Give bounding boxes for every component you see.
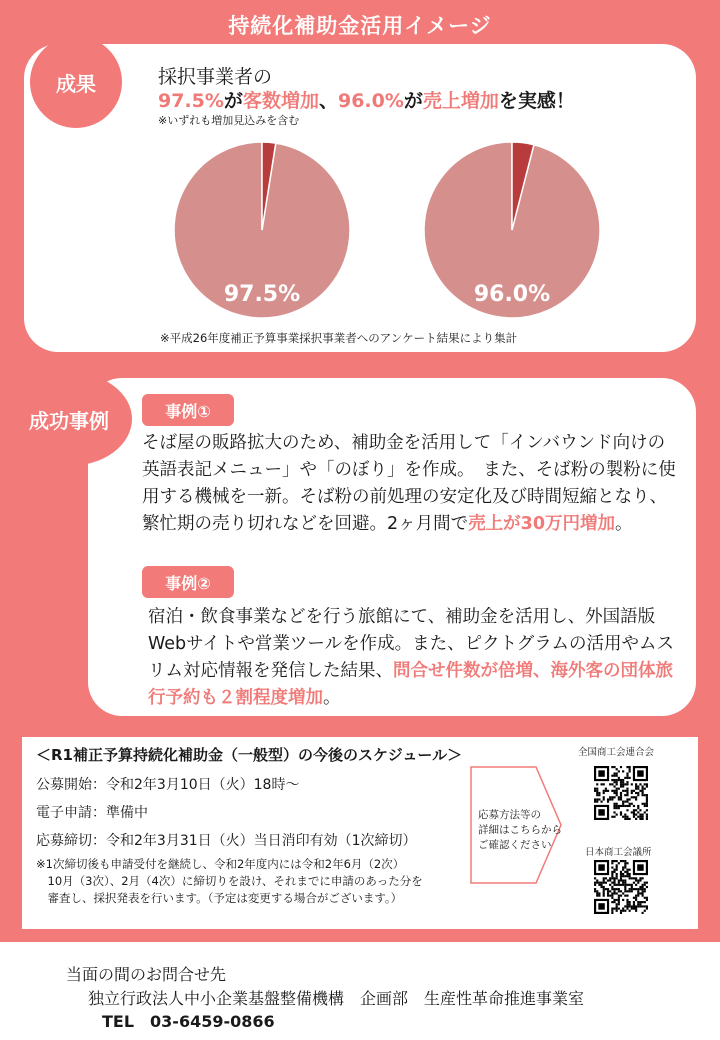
org-label-shokokai: 全国商工会連合会	[578, 747, 655, 758]
case1-text: そば屋の販路拡大のため、補助金を活用して「インバウンド向けの英語表記メニュー」や「のぼり」を作成。 また、そば粉の製粉に使用する機械を一新。そば粉の前処理の安定化及び時間短縮となり、繁忙期の売り切れなどを回避。2ヶ月間で売上が30万円増加。	[142, 433, 676, 534]
schedule-note: ※1次締切後も申請受付を継続し、令和2年度内には令和2年6月（2次） 10月（3次）、2月（4次）に締切りを設け、それまでに申請のあった分を 審査し、採択発表を行います。（予定は変更する場合がございます。）	[36, 857, 423, 905]
contact-phone: TEL 03-6459-0866	[102, 1012, 275, 1031]
page-title: 持続化補助金活用イメージ	[228, 14, 492, 38]
pct-customers: 97.5%	[158, 90, 224, 112]
pie-label-sales: 96.0%	[473, 282, 551, 307]
case2-text: 宿泊・飲食事業などを行う旅館にて、補助金を活用し、外国語版Webサイトや営業ツールを作成。また、ピクトグラムの活用やムスリム対応情報を発信した結果、問合せ件数が倍増、海外客の団体旅行予約も２割程度増加。	[148, 607, 675, 708]
source-note: ※平成26年度補正予算事業採択事業者へのアンケート結果により集計	[160, 331, 518, 345]
contact-organization: 独立行政法人中小企業基盤整備機構 企画部 生産性革命推進事業室	[88, 989, 585, 1008]
results-note: ※いずれも増加見込みを含む	[158, 114, 300, 127]
pie-label-customers: 97.5%	[223, 282, 301, 307]
contact-heading: 当面の間のお問合せ先	[66, 965, 227, 984]
schedule-electronic: 電子申請：準備中	[36, 805, 148, 821]
qr-code-icon[interactable]	[594, 860, 648, 914]
pct-sales: 96.0%	[337, 90, 404, 112]
metric-customers: 客数増加	[242, 90, 319, 112]
qr-code-icon[interactable]	[594, 766, 648, 820]
results-intro: 採択事業者の	[158, 66, 273, 88]
schedule-open: 公募開始：令和2年3月10日（火）18時～	[36, 777, 300, 793]
case2-badge: 事例②	[142, 566, 234, 598]
case1-highlight: 売上が30万円増加	[468, 514, 615, 534]
arrow-text: 応募方法等の 詳細はこちらから ご確認ください	[478, 809, 562, 851]
results-badge: 成果	[30, 36, 122, 128]
case2-highlight: 問合せ件数が倍増、海外客の団体旅行予約も２割程度増加	[148, 661, 673, 708]
success-badge: 成功事例	[6, 372, 132, 466]
metric-sales: 売上増加	[422, 90, 499, 112]
case1-badge: 事例①	[142, 394, 234, 426]
schedule-title: ＜R1補正予算持続化補助金（一般型）の今後のスケジュール＞	[36, 746, 463, 764]
results-headline: 97.5%が客数増加、96.0%が売上増加を実感！	[158, 90, 575, 112]
schedule-deadline: 応募締切：令和2年3月31日（火）当日消印有効（1次締切）	[36, 833, 417, 849]
org-label-chamber: 日本商工会議所	[585, 847, 652, 858]
